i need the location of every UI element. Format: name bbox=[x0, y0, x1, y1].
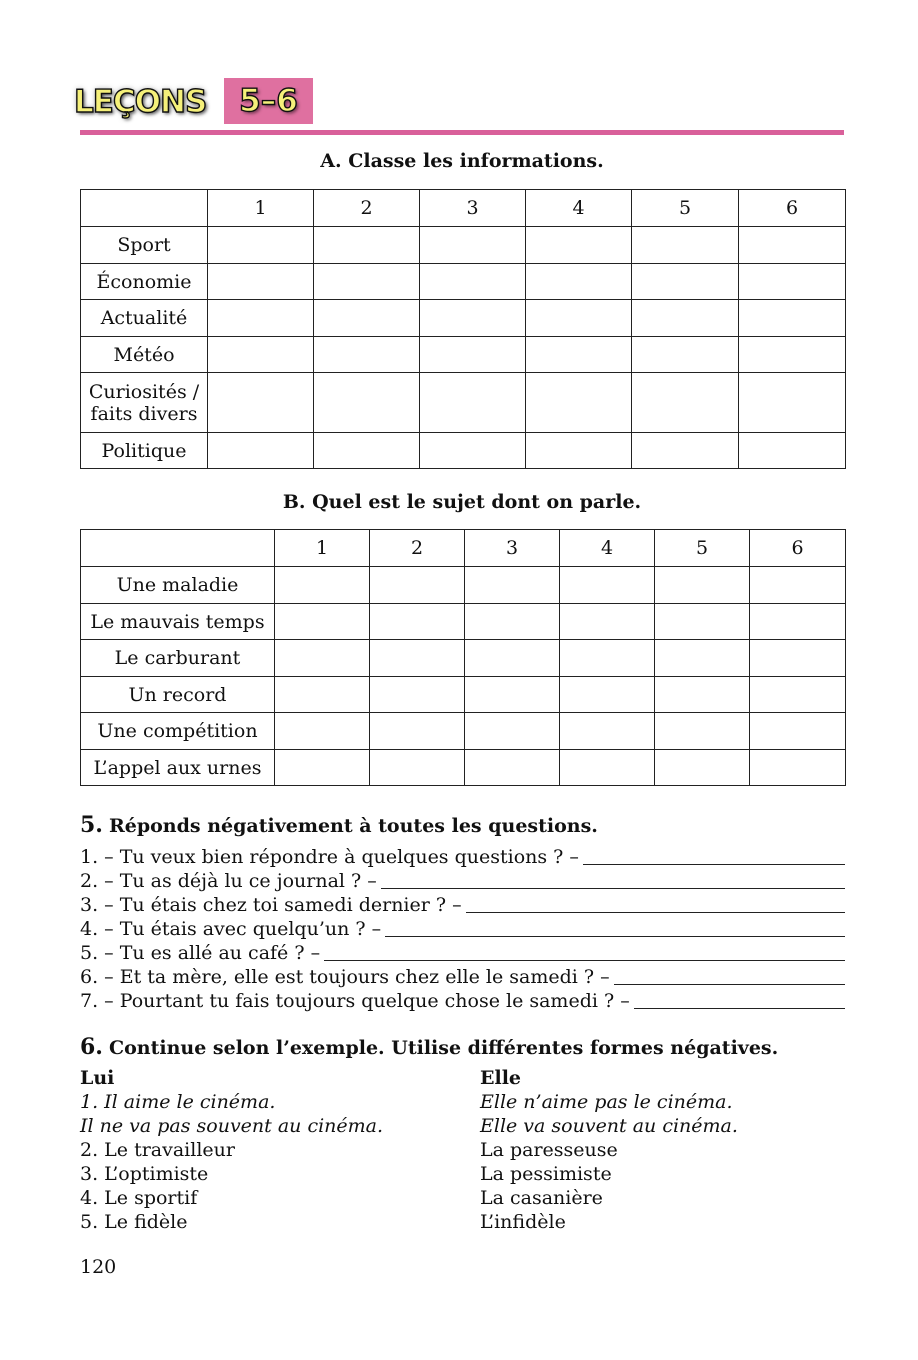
answer-cell[interactable] bbox=[314, 227, 420, 264]
answer-cell[interactable] bbox=[560, 677, 655, 713]
column-heading-elle: Elle bbox=[480, 1067, 522, 1089]
answer-cell[interactable] bbox=[560, 750, 655, 786]
question-row bbox=[80, 964, 845, 988]
answer-cell[interactable] bbox=[208, 337, 314, 373]
question-list bbox=[80, 844, 845, 1012]
list-item: 3. L’optimiste bbox=[80, 1163, 209, 1185]
row-label: Une maladie bbox=[81, 567, 275, 604]
answer-line[interactable] bbox=[583, 864, 845, 865]
answer-cell[interactable] bbox=[314, 300, 420, 337]
column-header: 1 bbox=[208, 190, 314, 227]
answer-cell[interactable] bbox=[370, 567, 465, 604]
answer-cell[interactable] bbox=[750, 677, 846, 713]
answer-cell[interactable] bbox=[560, 640, 655, 677]
column-header: 5 bbox=[632, 190, 739, 227]
row-label: Curiosités / faits divers bbox=[81, 373, 208, 433]
answer-cell[interactable] bbox=[739, 337, 846, 373]
list-item: La casanière bbox=[480, 1187, 603, 1209]
answer-cell[interactable] bbox=[465, 713, 560, 750]
table-row bbox=[81, 750, 846, 786]
answer-cell[interactable] bbox=[465, 640, 560, 677]
answer-cell[interactable] bbox=[750, 640, 846, 677]
answer-cell[interactable] bbox=[526, 300, 632, 337]
table-row bbox=[81, 433, 846, 469]
table-row bbox=[81, 640, 846, 677]
exercise-5-title bbox=[80, 812, 598, 838]
question-row bbox=[80, 892, 845, 916]
answer-cell[interactable] bbox=[208, 433, 314, 469]
list-item: 5. Le fidèle bbox=[80, 1211, 188, 1233]
exercise-6-instruction: Continue selon l’exemple. Utilise différentes formes négatives. bbox=[108, 1037, 779, 1059]
answer-cell[interactable] bbox=[632, 227, 739, 264]
subject-table bbox=[80, 529, 846, 786]
answer-cell[interactable] bbox=[526, 227, 632, 264]
answer-cell[interactable] bbox=[420, 300, 526, 337]
lesson-number: 5–6 bbox=[239, 83, 298, 119]
question-text: 2. – Tu as déjà lu ce journal ? – bbox=[80, 870, 377, 892]
answer-cell[interactable] bbox=[370, 750, 465, 786]
answer-cell[interactable] bbox=[208, 264, 314, 300]
column-elle bbox=[480, 1066, 738, 1234]
table-corner-cell bbox=[81, 530, 275, 567]
answer-cell[interactable] bbox=[526, 264, 632, 300]
example-line: Il ne va pas souvent au cinéma. bbox=[80, 1115, 384, 1137]
example-line: Elle va souvent au cinéma. bbox=[480, 1115, 738, 1137]
answer-cell[interactable] bbox=[275, 604, 370, 640]
column-header: 6 bbox=[739, 190, 846, 227]
exercise-5-number: 5. bbox=[80, 812, 103, 838]
exercise-6-title bbox=[80, 1034, 778, 1060]
answer-cell[interactable] bbox=[275, 640, 370, 677]
lessons-heading: LEÇONS bbox=[74, 84, 207, 120]
column-header: 3 bbox=[465, 530, 560, 567]
answer-cell[interactable] bbox=[655, 713, 750, 750]
question-row bbox=[80, 940, 845, 964]
lesson-number-badge bbox=[224, 78, 313, 124]
answer-cell[interactable] bbox=[420, 373, 526, 433]
answer-cell[interactable] bbox=[526, 433, 632, 469]
column-header: 3 bbox=[420, 190, 526, 227]
answer-cell[interactable] bbox=[370, 713, 465, 750]
answer-cell[interactable] bbox=[275, 677, 370, 713]
row-label: Politique bbox=[81, 433, 208, 469]
list-item: 2. Le travailleur bbox=[80, 1139, 235, 1161]
question-row bbox=[80, 988, 845, 1012]
answer-cell[interactable] bbox=[632, 337, 739, 373]
table-header-row bbox=[81, 190, 846, 227]
answer-cell[interactable] bbox=[655, 567, 750, 604]
exercise-6-number: 6. bbox=[80, 1034, 103, 1060]
answer-line[interactable] bbox=[614, 984, 845, 985]
section-a-title: A. Classe les informations. bbox=[320, 150, 604, 172]
answer-cell[interactable] bbox=[465, 677, 560, 713]
answer-cell[interactable] bbox=[739, 300, 846, 337]
answer-cell[interactable] bbox=[632, 373, 739, 433]
table-row bbox=[81, 337, 846, 373]
answer-cell[interactable] bbox=[420, 337, 526, 373]
answer-line[interactable] bbox=[634, 1008, 845, 1009]
table-corner-cell bbox=[81, 190, 208, 227]
column-heading-lui: Lui bbox=[80, 1067, 115, 1089]
row-label: L’appel aux urnes bbox=[81, 750, 275, 786]
row-label: Sport bbox=[81, 227, 208, 264]
answer-cell[interactable] bbox=[739, 433, 846, 469]
answer-cell[interactable] bbox=[420, 264, 526, 300]
column-header: 2 bbox=[314, 190, 420, 227]
page-number: 120 bbox=[80, 1256, 117, 1278]
answer-cell[interactable] bbox=[560, 713, 655, 750]
row-label: Actualité bbox=[81, 300, 208, 337]
column-header: 4 bbox=[560, 530, 655, 567]
answer-cell[interactable] bbox=[370, 604, 465, 640]
row-label: Un record bbox=[81, 677, 275, 713]
answer-cell[interactable] bbox=[560, 604, 655, 640]
answer-cell[interactable] bbox=[632, 433, 739, 469]
answer-cell[interactable] bbox=[655, 604, 750, 640]
answer-cell[interactable] bbox=[465, 604, 560, 640]
answer-cell[interactable] bbox=[526, 373, 632, 433]
question-row bbox=[80, 868, 845, 892]
answer-cell[interactable] bbox=[314, 264, 420, 300]
table-row bbox=[81, 604, 846, 640]
section-b-title: B. Quel est le sujet dont on parle. bbox=[282, 491, 642, 513]
answer-cell[interactable] bbox=[275, 713, 370, 750]
table-row bbox=[81, 677, 846, 713]
question-text: 6. – Et ta mère, elle est toujours chez elle le samedi ? – bbox=[80, 966, 610, 988]
question-row bbox=[80, 844, 845, 868]
answer-cell[interactable] bbox=[750, 750, 846, 786]
answer-line[interactable] bbox=[466, 912, 845, 913]
column-header: 1 bbox=[275, 530, 370, 567]
question-text: 1. – Tu veux bien répondre à quelques questions ? – bbox=[80, 846, 579, 868]
answer-cell[interactable] bbox=[465, 567, 560, 604]
answer-cell[interactable] bbox=[739, 373, 846, 433]
row-label: Météo bbox=[81, 337, 208, 373]
answer-cell[interactable] bbox=[208, 227, 314, 264]
list-item: La paresseuse bbox=[480, 1139, 618, 1161]
answer-line[interactable] bbox=[385, 936, 845, 937]
row-label: Le carburant bbox=[81, 640, 275, 677]
answer-cell[interactable] bbox=[655, 640, 750, 677]
table-row bbox=[81, 300, 846, 337]
answer-cell[interactable] bbox=[465, 750, 560, 786]
question-text: 7. – Pourtant tu fais toujours quelque chose le samedi ? – bbox=[80, 990, 630, 1012]
answer-cell[interactable] bbox=[750, 567, 846, 604]
answer-cell[interactable] bbox=[632, 264, 739, 300]
row-label: Une compétition bbox=[81, 713, 275, 750]
example-line: Elle n’aime pas le cinéma. bbox=[480, 1091, 733, 1113]
answer-cell[interactable] bbox=[739, 264, 846, 300]
table-row bbox=[81, 227, 846, 264]
answer-line[interactable] bbox=[324, 960, 845, 961]
answer-cell[interactable] bbox=[739, 227, 846, 264]
table-row bbox=[81, 264, 846, 300]
column-header: 6 bbox=[750, 530, 846, 567]
answer-cell[interactable] bbox=[750, 713, 846, 750]
list-item: La pessimiste bbox=[480, 1163, 612, 1185]
answer-cell[interactable] bbox=[655, 677, 750, 713]
header-divider bbox=[80, 130, 844, 135]
answer-cell[interactable] bbox=[208, 300, 314, 337]
answer-cell[interactable] bbox=[275, 750, 370, 786]
question-text: 3. – Tu étais chez toi samedi dernier ? – bbox=[80, 894, 462, 916]
answer-cell[interactable] bbox=[314, 433, 420, 469]
answer-cell[interactable] bbox=[632, 300, 739, 337]
answer-cell[interactable] bbox=[275, 567, 370, 604]
answer-cell[interactable] bbox=[420, 227, 526, 264]
answer-cell[interactable] bbox=[750, 604, 846, 640]
table-row bbox=[81, 567, 846, 604]
table-row bbox=[81, 713, 846, 750]
question-text: 4. – Tu étais avec quelqu’un ? – bbox=[80, 918, 382, 940]
answer-cell[interactable] bbox=[314, 337, 420, 373]
answer-cell[interactable] bbox=[560, 567, 655, 604]
answer-line[interactable] bbox=[381, 888, 845, 889]
list-item: L’infidèle bbox=[480, 1211, 566, 1233]
row-label: Le mauvais temps bbox=[81, 604, 275, 640]
exercise-5-instruction: Réponds négativement à toutes les questions. bbox=[108, 815, 598, 837]
table-header-row bbox=[81, 530, 846, 567]
example-line: 1. Il aime le cinéma. bbox=[80, 1091, 276, 1113]
answer-cell[interactable] bbox=[370, 677, 465, 713]
answer-cell[interactable] bbox=[370, 640, 465, 677]
answer-cell[interactable] bbox=[526, 337, 632, 373]
row-label: Économie bbox=[81, 264, 208, 300]
column-header: 5 bbox=[655, 530, 750, 567]
list-item: 4. Le sportif bbox=[80, 1187, 198, 1209]
answer-cell[interactable] bbox=[420, 433, 526, 469]
question-text: 5. – Tu es allé au café ? – bbox=[80, 942, 321, 964]
question-row bbox=[80, 916, 845, 940]
column-header: 4 bbox=[526, 190, 632, 227]
classification-table bbox=[80, 189, 846, 469]
table-row bbox=[81, 373, 846, 433]
answer-cell[interactable] bbox=[208, 373, 314, 433]
answer-cell[interactable] bbox=[314, 373, 420, 433]
answer-cell[interactable] bbox=[655, 750, 750, 786]
column-header: 2 bbox=[370, 530, 465, 567]
column-lui bbox=[80, 1066, 383, 1234]
